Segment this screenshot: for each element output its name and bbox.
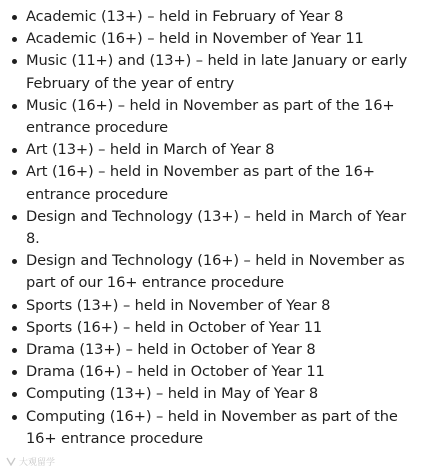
list-item [10, 317, 420, 339]
list-item-text: Music (16+) – held in November as part of the 16+ entrance procedure [26, 96, 395, 137]
bullet-icon [12, 148, 17, 153]
bullet-icon [12, 370, 17, 375]
list-item-text: Art (16+) – held in November as part of the 16+ entrance procedure [26, 163, 375, 203]
list-item-text: Drama (13+) – held in October of Year 8 [26, 341, 316, 359]
scholarship-list [10, 6, 420, 450]
bullet-icon [12, 37, 17, 42]
bullet-icon [12, 259, 17, 264]
list-item [10, 206, 420, 250]
list-item [10, 250, 420, 294]
watermark [6, 455, 55, 468]
list-item [10, 339, 420, 361]
list-item [10, 361, 420, 383]
list-item [10, 6, 420, 28]
watermark-logo-icon [6, 457, 16, 466]
watermark-text: 大观留学 [19, 458, 56, 468]
bullet-icon [12, 215, 17, 220]
list-item-text: Sports (13+) – held in November of Year 8 [26, 296, 331, 314]
bullet-icon [12, 15, 17, 20]
list-item [10, 28, 420, 50]
list-item [10, 295, 420, 317]
bullet-icon [12, 415, 17, 420]
bullet-icon [12, 304, 17, 309]
bullet-icon [12, 59, 17, 64]
bullet-icon [12, 326, 17, 331]
list-item-text: Academic (16+) – held in November of Year 11 [26, 30, 364, 48]
list-item-text: Sports (16+) – held in October of Year 11 [26, 318, 323, 336]
list-item-text: Computing (16+) – held in November as part of the 16+ entrance procedure [26, 407, 398, 447]
list-item-text: Academic (13+) – held in February of Year 8 [26, 8, 344, 25]
list-item [10, 161, 420, 205]
list-item-text: Drama (16+) – held in October of Year 11 [26, 363, 325, 381]
list-item-text: Design and Technology (13+) – held in March of Year 8. [26, 207, 407, 248]
list-item [10, 139, 420, 161]
bullet-icon [12, 348, 17, 353]
list-item [10, 406, 420, 450]
list-item [10, 50, 420, 94]
list-item [10, 95, 420, 139]
bullet-icon [12, 170, 17, 175]
list-item [10, 383, 420, 405]
bullet-icon [12, 392, 17, 397]
list-item-text: Computing (13+) – held in May of Year 8 [26, 385, 319, 403]
list-item-text: Art (13+) – held in March of Year 8 [26, 141, 275, 159]
list-item-text: Design and Technology (16+) – held in November as part of our 16+ entrance procedure [26, 252, 405, 292]
bullet-icon [12, 104, 17, 109]
list-item-text: Music (11+) and (13+) – held in late January or early February of the year of entry [26, 52, 408, 92]
